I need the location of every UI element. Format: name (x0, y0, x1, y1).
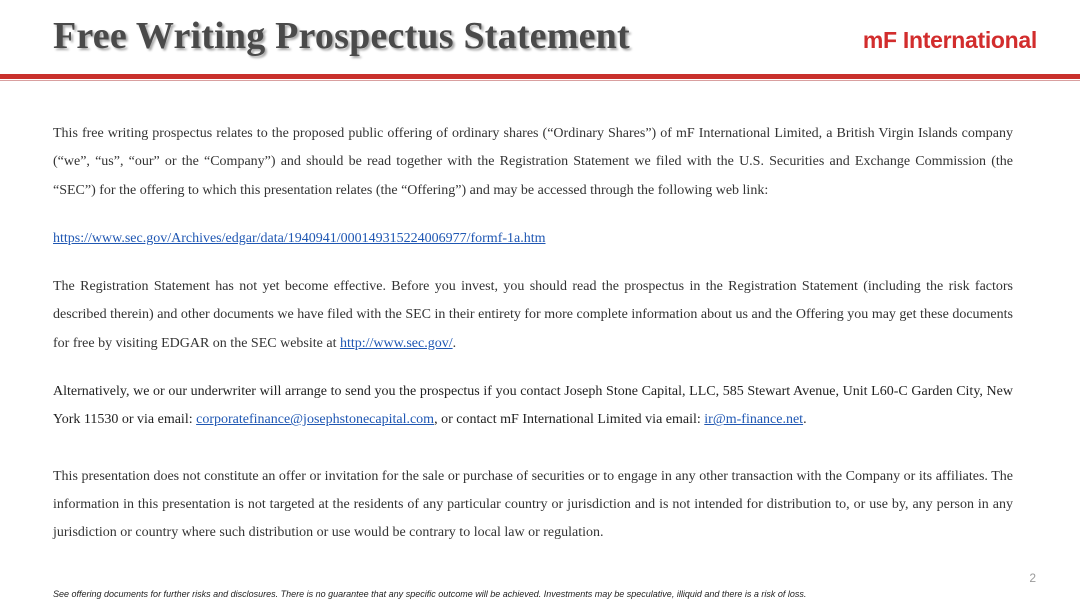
registration-statement-link[interactable]: https://www.sec.gov/Archives/edgar/data/1940941/000149315224006977/formf-1a.htm (53, 230, 546, 246)
contact-end: . (803, 412, 807, 428)
paragraph-contact (53, 378, 1013, 435)
company-email-link[interactable]: ir@m-finance.net (704, 412, 804, 428)
page-number: 2 (1029, 571, 1036, 585)
disclaimer-body (53, 120, 1013, 548)
paragraph-link (53, 225, 1013, 253)
contact-mid: , or contact mF International Limited via email: (434, 412, 705, 428)
company-logo: mF International (862, 27, 1037, 53)
header-divider (0, 74, 1080, 79)
contact-text: Alternatively, we or our underwriter will arrange to send you the prospectus if you contact Joseph Stone Capital, LLC, 585 Stewart Avenue, Unit L60-C Garden City, New York 11530 or via email: (53, 384, 1013, 428)
page-title: Free Writing Prospectus Statement (53, 15, 630, 57)
registration-end: . (452, 335, 457, 351)
sec-website-link[interactable]: http://www.sec.gov/ (339, 335, 453, 351)
underwriter-email-link[interactable]: corporatefinance@josephstonecapital.com (196, 412, 435, 428)
header-divider-shadow (0, 80, 1080, 81)
registration-text: The Registration Statement has not yet become effective. Before you invest, you should read the prospectus in the Registration Statement (including the risk factors described therein) and other documents we have filed with the SEC in their entirety for more complete information about us and the Offering you may get these documents for free by visiting EDGAR on the SEC website at (53, 279, 1013, 351)
paragraph-registration (53, 273, 1013, 358)
footer-disclaimer: See offering documents for further risks and disclosures. There is no guarantee that any specific outcome will be achieved. Investments may be speculative, illiquid and there is a risk of loss. (53, 589, 807, 599)
paragraph-offering-intro: This free writing prospectus relates to the proposed public offering of ordinary shares (“Ordinary Shares”) of mF International Limited, a British Virgin Islands company (“we”, “us”, “our” or the “Company”) and should be read together with the Registration Statement we filed with the U.S. Securities and Exchange Commission (the “SEC”) for the offering to which this presentation relates (the “Offering”) and may be accessed through the following web link: (53, 126, 1013, 198)
paragraph-not-an-offer: This presentation does not constitute an offer or invitation for the sale or purchase of securities or to engage in any other transaction with the Company or its affiliates. The information in this presentation is not targeted at the residents of any particular country or jurisdiction and is not intended for distribution to, or use by, any person in any jurisdiction or country where such distribution or use would be contrary to local law or regulation. (53, 468, 1013, 541)
